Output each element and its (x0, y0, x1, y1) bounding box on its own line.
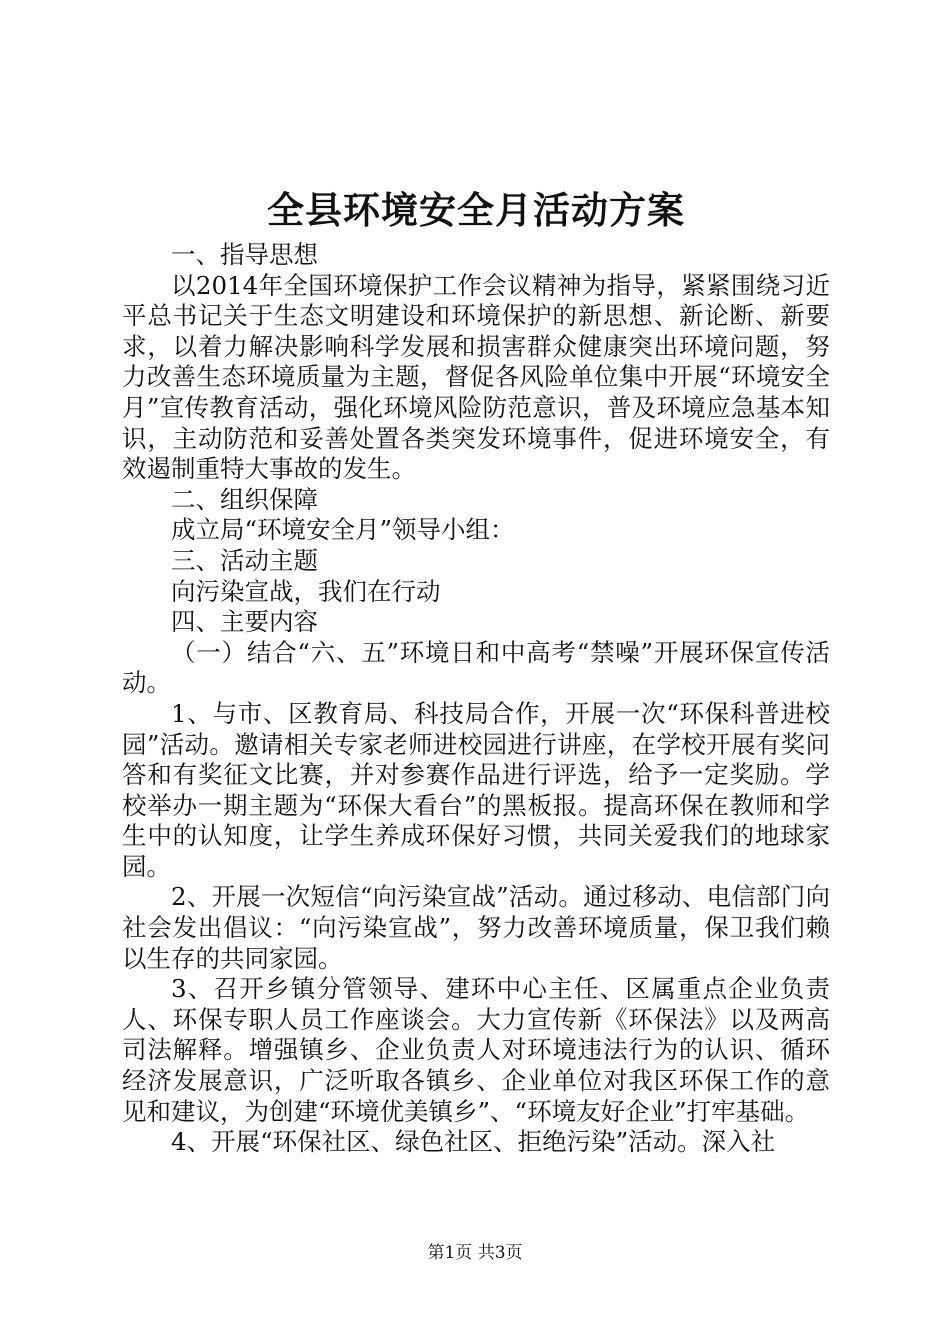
paragraph-item-4: 4、开展“环保社区、绿色社区、拒绝污染”活动。深入社 (171, 1127, 776, 1157)
paragraph-theme: 向污染宣战，我们在行动 (171, 576, 441, 606)
paragraph-item-1: 1、与市、区教育局、科技局合作，开展一次“环保科普进校园”活动。邀请相关专家老师进校园进行讲座，在学校开展有奖问答和有奖征文比赛，并对参赛作品进行评选，给予一定奖励。学校举办一期主题为“环保大看台”的黑板报。提高环保在教师和学生中的认知度，让学生养成环保好习惯，共同关爱我们的地球家园。 (122, 698, 830, 881)
heading-organization: 二、组织保障 (171, 484, 318, 514)
heading-main-content: 四、主要内容 (171, 607, 318, 637)
document-title: 全县环境安全月活动方案 (267, 188, 685, 232)
paragraph-item-3: 3、召开乡镇分管领导、建环中心主任、区属重点企业负责人、环保专职人员工作座谈会。大力宣传新《环保法》以及两高司法解释。增强镇乡、企业负责人对环境违法行为的认识、循环经济发展意识，广泛听取各镇乡、企业单位对我区环保工作的意见和建议，为创建“环境优美镇乡”、“环境友好企业”打牢基础。 (122, 974, 830, 1126)
page-footer: 第1页 共3页 (427, 1243, 523, 1263)
heading-theme: 三、活动主题 (171, 545, 318, 575)
document-body (122, 240, 830, 1158)
subheading-publicity: （一）结合“六、五”环境日和中高考“禁噪”开展环保宣传活动。 (122, 637, 830, 698)
paragraph-guiding-ideology: 以2014年全国环境保护工作会议精神为指导，紧紧围绕习近平总书记关于生态文明建设和环境保护的新思想、新论断、新要求，以着力解决影响科学发展和损害群众健康突出环境问题，努力改善生态环境质量为主题，督促各风险单位集中开展“环境安全月”宣传教育活动，强化环境风险防范意识，普及环境应急基本知识，主动防范和妥善处置各类突发环境事件，促进环境安全，有效遏制重特大事故的发生。 (122, 270, 830, 484)
document-page (122, 180, 830, 1158)
heading-guiding-ideology: 一、指导思想 (171, 240, 318, 269)
paragraph-item-2: 2、开展一次短信“向污染宣战”活动。通过移动、电信部门向社会发出倡议：“向污染宣战”，努力改善环境质量，保卫我们赖以生存的共同家园。 (122, 882, 830, 973)
paragraph-organization: 成立局“环境安全月”领导小组： (171, 515, 515, 545)
